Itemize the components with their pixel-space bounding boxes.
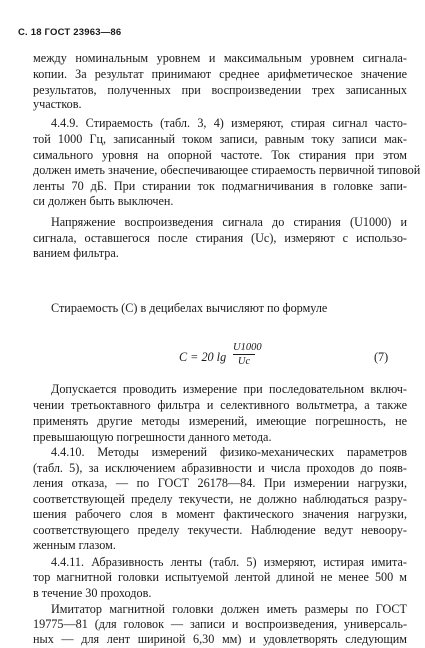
text-line: в течение 30 проходов. [33, 586, 152, 600]
text-line: Допускается проводить измерение при последовательном включ- [51, 382, 407, 396]
text-line: соответствующего пределу текучести. Наблюдение ведут невоору- [33, 523, 407, 537]
text-line: применять другие методы измерений, имеющие погрешность, не [33, 414, 407, 428]
formula-lhs: C = 20 lg [179, 350, 227, 364]
text-fragment: ванием фильтра. [33, 246, 119, 260]
text-line: 4.4.11. Абразивность ленты (табл. 5) измеряют, истирая имита- [51, 555, 407, 569]
text-line: си должен быть выключен. [33, 194, 174, 208]
text-line-visible [33, 246, 119, 260]
formula-number: (7) [374, 350, 389, 364]
text-line: между номинальным уровнем и максимальным уровнем сигнала- [33, 51, 407, 65]
text-line: 4.4.9. Стираемость (табл. 3, 4) измеряют, стирая сигнал часто- [51, 116, 407, 130]
text-line: Напряжение воспроизведения сигнала до стирания (U1000) и [51, 215, 407, 229]
text-line: должен иметь значение, обеспечивающее стираемость первичной типовой [33, 163, 421, 177]
formula-denominator: Uc [237, 356, 251, 367]
text-line: чении третьоктавного фильтра и селективного вольтметра, а также [33, 398, 407, 412]
text-line-visible [51, 301, 327, 315]
text-line: копии. За результат принимают среднее арифметическое значение [33, 67, 407, 81]
text-line: превышающую погрешности данного метода. [33, 430, 272, 444]
page-header: С. 18 ГОСТ 23963—86 [18, 27, 122, 38]
text-line: соответствующей пределу текучести, не должно наблюдаться разру- [33, 492, 407, 506]
text-line: женным глазом. [33, 538, 116, 552]
formula-numerator: U1000 [233, 342, 262, 353]
formula-7 [0, 342, 425, 372]
text-line: сигнала, оставшегося после стирания (Uc), измеряют с использо- [33, 231, 407, 245]
text-line: симального уровня на опорной частоте. Ток стирания при этом [33, 148, 407, 162]
formula-fraction [233, 342, 262, 368]
text-line: шения рабочего слоя в момент фактического значения нагрузки, [33, 507, 407, 521]
text-line: Имитатор магнитной головки должен иметь размеры по ГОСТ [51, 602, 407, 616]
text-line: 19775—81 (для головок — записи и воспроизведения, универсаль- [33, 617, 407, 631]
text-line: ления отказа, — по ГОСТ 26178—84. При измерении нагрузки, [33, 476, 407, 490]
text-line: 4.4.10. Методы измерений физико-механических параметров [51, 445, 407, 459]
text-line: тор магнитной головки испытуемой лентой длиной не менее 500 м [33, 570, 407, 584]
text-line: той 1000 Гц, записанный током записи, равным току записи мак- [33, 132, 407, 146]
text-line: ных — для лент шириной 6,30 мм) и удовлетворять следующим [33, 632, 407, 646]
text-line: (табл. 5), за исключением абразивности и числа проходов до появ- [33, 461, 407, 475]
text-line: ленты 70 дБ. При стирании ток подмагничивания в головке запи- [33, 179, 407, 193]
text-line: участков. [33, 97, 82, 111]
text-fragment: Стираемость (C) в децибелах вычисляют по формуле [51, 301, 328, 315]
text-line: результатов, полученных при воспроизведении трех записанных [33, 83, 407, 97]
